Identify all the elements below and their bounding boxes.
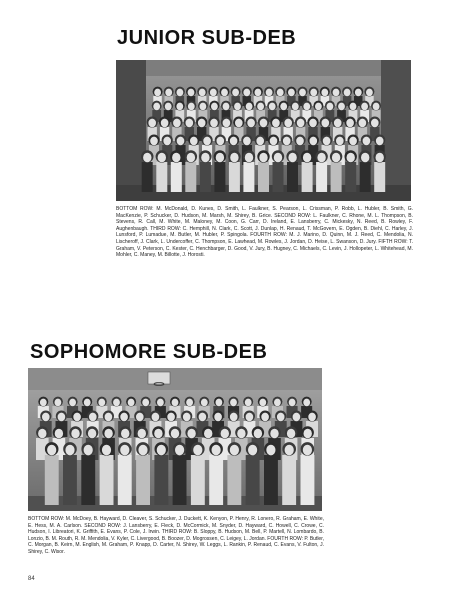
person-face (246, 413, 254, 422)
person-face (230, 399, 237, 407)
person-face (235, 119, 243, 128)
person-face (143, 153, 151, 163)
person-face (120, 445, 129, 456)
person-face (198, 119, 206, 128)
person-face (223, 103, 230, 111)
person-face (359, 119, 367, 128)
person-face (254, 429, 262, 439)
person-figure (191, 455, 205, 505)
person-face (152, 413, 160, 422)
person-face (187, 429, 195, 439)
person-face (315, 103, 322, 111)
person-face (165, 89, 172, 97)
person-figure (345, 162, 356, 192)
person-face (308, 413, 316, 422)
junior-sub-deb-caption: BOTTOM ROW: M. McDonald, D. Kunes, D. Smith, L. Faulkner, S. Pearson, L. Crissman, P. Robb, L. Hubler, B. Smith, G. MacKenzie, P. Schucker, D. Hudson, M. Marsh, M. Shirey, B. Grice. SECOND ROW: L. Faulkner, C. Rhone, M. L. Thompson, B. Stevens, R. Call, M. White, M. Maloney, M. Coon, G. Carr, D. Ireland, E. Lansberry, C. Mickesky, N. Reed, B. Rowley, F. Aughenbaugh. THIRD ROW: C. Hemphill, N. Clark, C. Scott, J. Dunlap, H. Renaud, T. McGovern, E. Ogden, B. Diehl, C. Harley, J. Lunsford, P. Lumadue, M. Butler, M. Hubler, P. Spingola. FOURTH ROW: M. J. Marino, D. Quinn, M. J. Reed, C. Mendolia, N. Lischeroff, J. Clark, L. Undercoffer, C. Thompson, E. Lawhead, M. Rowles, J. Jordan, D. Heise, L. Swanson, D. Jury. FIFTH ROW: T. Graham, V. Peterson, C. Kester, C. Henchbarger, D. Good, V. Jury, B. Hugney, C. Michaels, C. Levin, J. Hollopeter, L. Whitehead, M. Mohler, C. Maney, M. Billotte, J. Horosti. (116, 206, 413, 259)
person-face (98, 399, 105, 407)
junior-photo-image (116, 60, 411, 201)
person-figure (63, 455, 77, 505)
person-face (190, 137, 198, 146)
person-face (167, 413, 175, 422)
person-face (69, 399, 76, 407)
person-face (120, 413, 128, 422)
person-figure (229, 162, 240, 192)
person-face (105, 413, 113, 422)
person-face (243, 89, 250, 97)
person-face (221, 429, 229, 439)
person-face (138, 429, 146, 439)
person-face (259, 153, 267, 163)
person-face (277, 89, 284, 97)
person-figure (301, 455, 315, 505)
person-face (173, 119, 181, 128)
sophomore-sub-deb-heading: SOPHOMORE SUB-DEB (30, 341, 268, 363)
person-face (199, 413, 207, 422)
person-face (223, 119, 231, 128)
person-figure (156, 162, 167, 192)
person-figure (264, 455, 278, 505)
junior-sub-deb-group-photo (116, 60, 411, 201)
person-face (216, 399, 223, 407)
person-face (172, 399, 179, 407)
person-face (165, 103, 172, 111)
person-figure (136, 455, 150, 505)
person-face (121, 429, 129, 439)
person-face (47, 445, 56, 456)
person-figure (118, 455, 132, 505)
person-figure (171, 162, 182, 192)
person-face (138, 445, 147, 456)
person-face (199, 89, 206, 97)
person-face (334, 119, 342, 128)
person-face (237, 429, 245, 439)
person-face (136, 413, 144, 422)
person-face (363, 137, 371, 146)
person-face (177, 137, 185, 146)
person-face (261, 413, 269, 422)
person-face (346, 119, 354, 128)
person-face (188, 89, 195, 97)
person-face (350, 103, 357, 111)
sophomore-sub-deb-caption: BOTTOM ROW: M. McDoey, B. Hayward, D. Cleaver, S. Schucker, J. Duckett, K. Kenyon, P. Henry, R. Lonero, R. Graham, E. White, E. Hess, M. A. Carlson. SECOND ROW: J. Lansberry, E. Fleck, D. McCormick, M. Snyder, D. Hayward, C. Howell, C. Crowe, C. Hudson, I. Libreatori, K. Griffith, E. Evans, P. Cole, J. Irwin. THIRD ROW: B. Sloppy, B. Hudson, M. Bell, P. Martell, N. Lombardo, B. Lonzio, B. M. Routh, R. M. Mendolia, V. Kyler, C. Livergood, B. Boozer, D. Mogrossen, C. Leigey, L. Jordan. FOURTH ROW: P. Butler, C. Morgan, B. Keirn, M. English, M. Graham, P. Knapp, D. Carter, N. Shirey, W. Leggs, L. Rankin, P. Renaud, C. Evans, V. Fulton, J. Shirey, C. Wisor. (28, 516, 324, 555)
person-face (230, 137, 238, 146)
person-face (203, 137, 211, 146)
person-face (257, 103, 264, 111)
person-face (270, 429, 278, 439)
person-face (58, 413, 66, 422)
person-face (280, 103, 287, 111)
person-face (321, 89, 328, 97)
person-face (376, 137, 384, 146)
person-face (171, 429, 179, 439)
person-face (55, 429, 63, 439)
person-face (243, 137, 251, 146)
person-face (361, 103, 368, 111)
person-face (304, 429, 312, 439)
person-face (297, 119, 305, 128)
person-face (288, 89, 295, 97)
person-face (266, 89, 273, 97)
person-face (73, 413, 81, 422)
person-figure (214, 162, 225, 192)
person-face (332, 153, 340, 163)
person-face (55, 399, 62, 407)
person-face (284, 119, 292, 128)
person-face (142, 399, 149, 407)
person-face (157, 399, 164, 407)
person-face (40, 399, 47, 407)
person-figure (173, 455, 187, 505)
person-face (188, 103, 195, 111)
person-face (287, 429, 295, 439)
person-face (186, 399, 193, 407)
person-face (338, 103, 345, 111)
person-face (214, 413, 222, 422)
person-figure (142, 162, 153, 192)
person-face (183, 413, 191, 422)
person-face (113, 399, 120, 407)
person-face (247, 119, 255, 128)
person-face (303, 153, 311, 163)
person-face (317, 153, 325, 163)
person-face (201, 399, 208, 407)
person-figure (258, 162, 269, 192)
person-face (104, 429, 112, 439)
person-figure (81, 455, 95, 505)
person-face (158, 153, 166, 163)
person-figure (246, 455, 260, 505)
person-face (204, 429, 212, 439)
person-figure (374, 162, 385, 192)
person-figure (209, 455, 223, 505)
person-figure (154, 455, 168, 505)
person-figure (200, 162, 211, 192)
person-face (200, 103, 207, 111)
person-face (172, 153, 180, 163)
person-figure (331, 162, 342, 192)
person-face (293, 413, 301, 422)
person-face (333, 89, 340, 97)
person-figure (302, 162, 313, 192)
person-face (248, 445, 257, 456)
person-face (221, 89, 228, 97)
person-face (230, 445, 239, 456)
person-face (303, 399, 310, 407)
person-face (260, 119, 268, 128)
person-face (349, 137, 357, 146)
person-face (373, 103, 380, 111)
person-face (65, 445, 74, 456)
person-face (201, 153, 209, 163)
person-face (296, 137, 304, 146)
person-face (186, 119, 194, 128)
person-face (89, 413, 97, 422)
person-face (210, 119, 218, 128)
person-face (210, 89, 217, 97)
person-face (336, 137, 344, 146)
person-face (232, 89, 239, 97)
person-figure (282, 455, 296, 505)
person-face (84, 399, 91, 407)
person-face (148, 119, 156, 128)
person-face (88, 429, 96, 439)
junior-sub-deb-heading: JUNIOR SUB-DEB (117, 27, 297, 49)
person-face (71, 429, 79, 439)
person-figure (227, 455, 241, 505)
person-face (217, 137, 225, 146)
person-face (347, 153, 355, 163)
person-face (163, 137, 171, 146)
person-face (355, 89, 362, 97)
person-face (277, 413, 285, 422)
person-figure (243, 162, 254, 192)
person-face (216, 153, 224, 163)
person-face (255, 89, 262, 97)
person-face (274, 399, 281, 407)
person-face (344, 89, 351, 97)
person-face (310, 137, 318, 146)
person-face (292, 103, 299, 111)
person-face (303, 103, 310, 111)
person-face (310, 89, 317, 97)
person-face (177, 89, 184, 97)
person-face (211, 103, 218, 111)
person-face (285, 445, 294, 456)
person-face (366, 89, 373, 97)
person-face (361, 153, 369, 163)
sophomore-sub-deb-group-photo (28, 368, 322, 511)
person-face (245, 153, 253, 163)
person-figure (360, 162, 371, 192)
person-face (176, 103, 183, 111)
person-face (274, 153, 282, 163)
person-face (327, 103, 334, 111)
person-face (153, 103, 160, 111)
person-figure (45, 455, 59, 505)
person-face (102, 445, 111, 456)
page-number: 84 (28, 576, 35, 582)
person-face (230, 413, 238, 422)
person-face (175, 445, 184, 456)
person-face (269, 103, 276, 111)
person-face (234, 103, 241, 111)
person-face (303, 445, 312, 456)
person-face (323, 137, 331, 146)
person-face (38, 429, 46, 439)
person-face (230, 153, 238, 163)
person-face (266, 445, 275, 456)
person-face (150, 137, 158, 146)
person-face (283, 137, 291, 146)
person-face (154, 429, 162, 439)
person-face (128, 399, 135, 407)
person-face (371, 119, 379, 128)
person-face (212, 445, 221, 456)
person-figure (287, 162, 298, 192)
person-face (299, 89, 306, 97)
person-figure (316, 162, 327, 192)
person-figure (273, 162, 284, 192)
person-face (288, 153, 296, 163)
person-face (154, 89, 161, 97)
person-face (187, 153, 195, 163)
person-face (246, 103, 253, 111)
person-face (84, 445, 93, 456)
person-face (309, 119, 317, 128)
person-face (42, 413, 50, 422)
person-face (259, 399, 266, 407)
person-face (322, 119, 330, 128)
person-face (270, 137, 278, 146)
person-figure (185, 162, 196, 192)
person-figure (100, 455, 114, 505)
person-face (376, 153, 384, 163)
person-face (157, 445, 166, 456)
sophomore-photo-image (28, 368, 322, 511)
person-face (193, 445, 202, 456)
person-face (256, 137, 264, 146)
person-face (245, 399, 252, 407)
person-face (289, 399, 296, 407)
person-face (161, 119, 169, 128)
person-face (272, 119, 280, 128)
